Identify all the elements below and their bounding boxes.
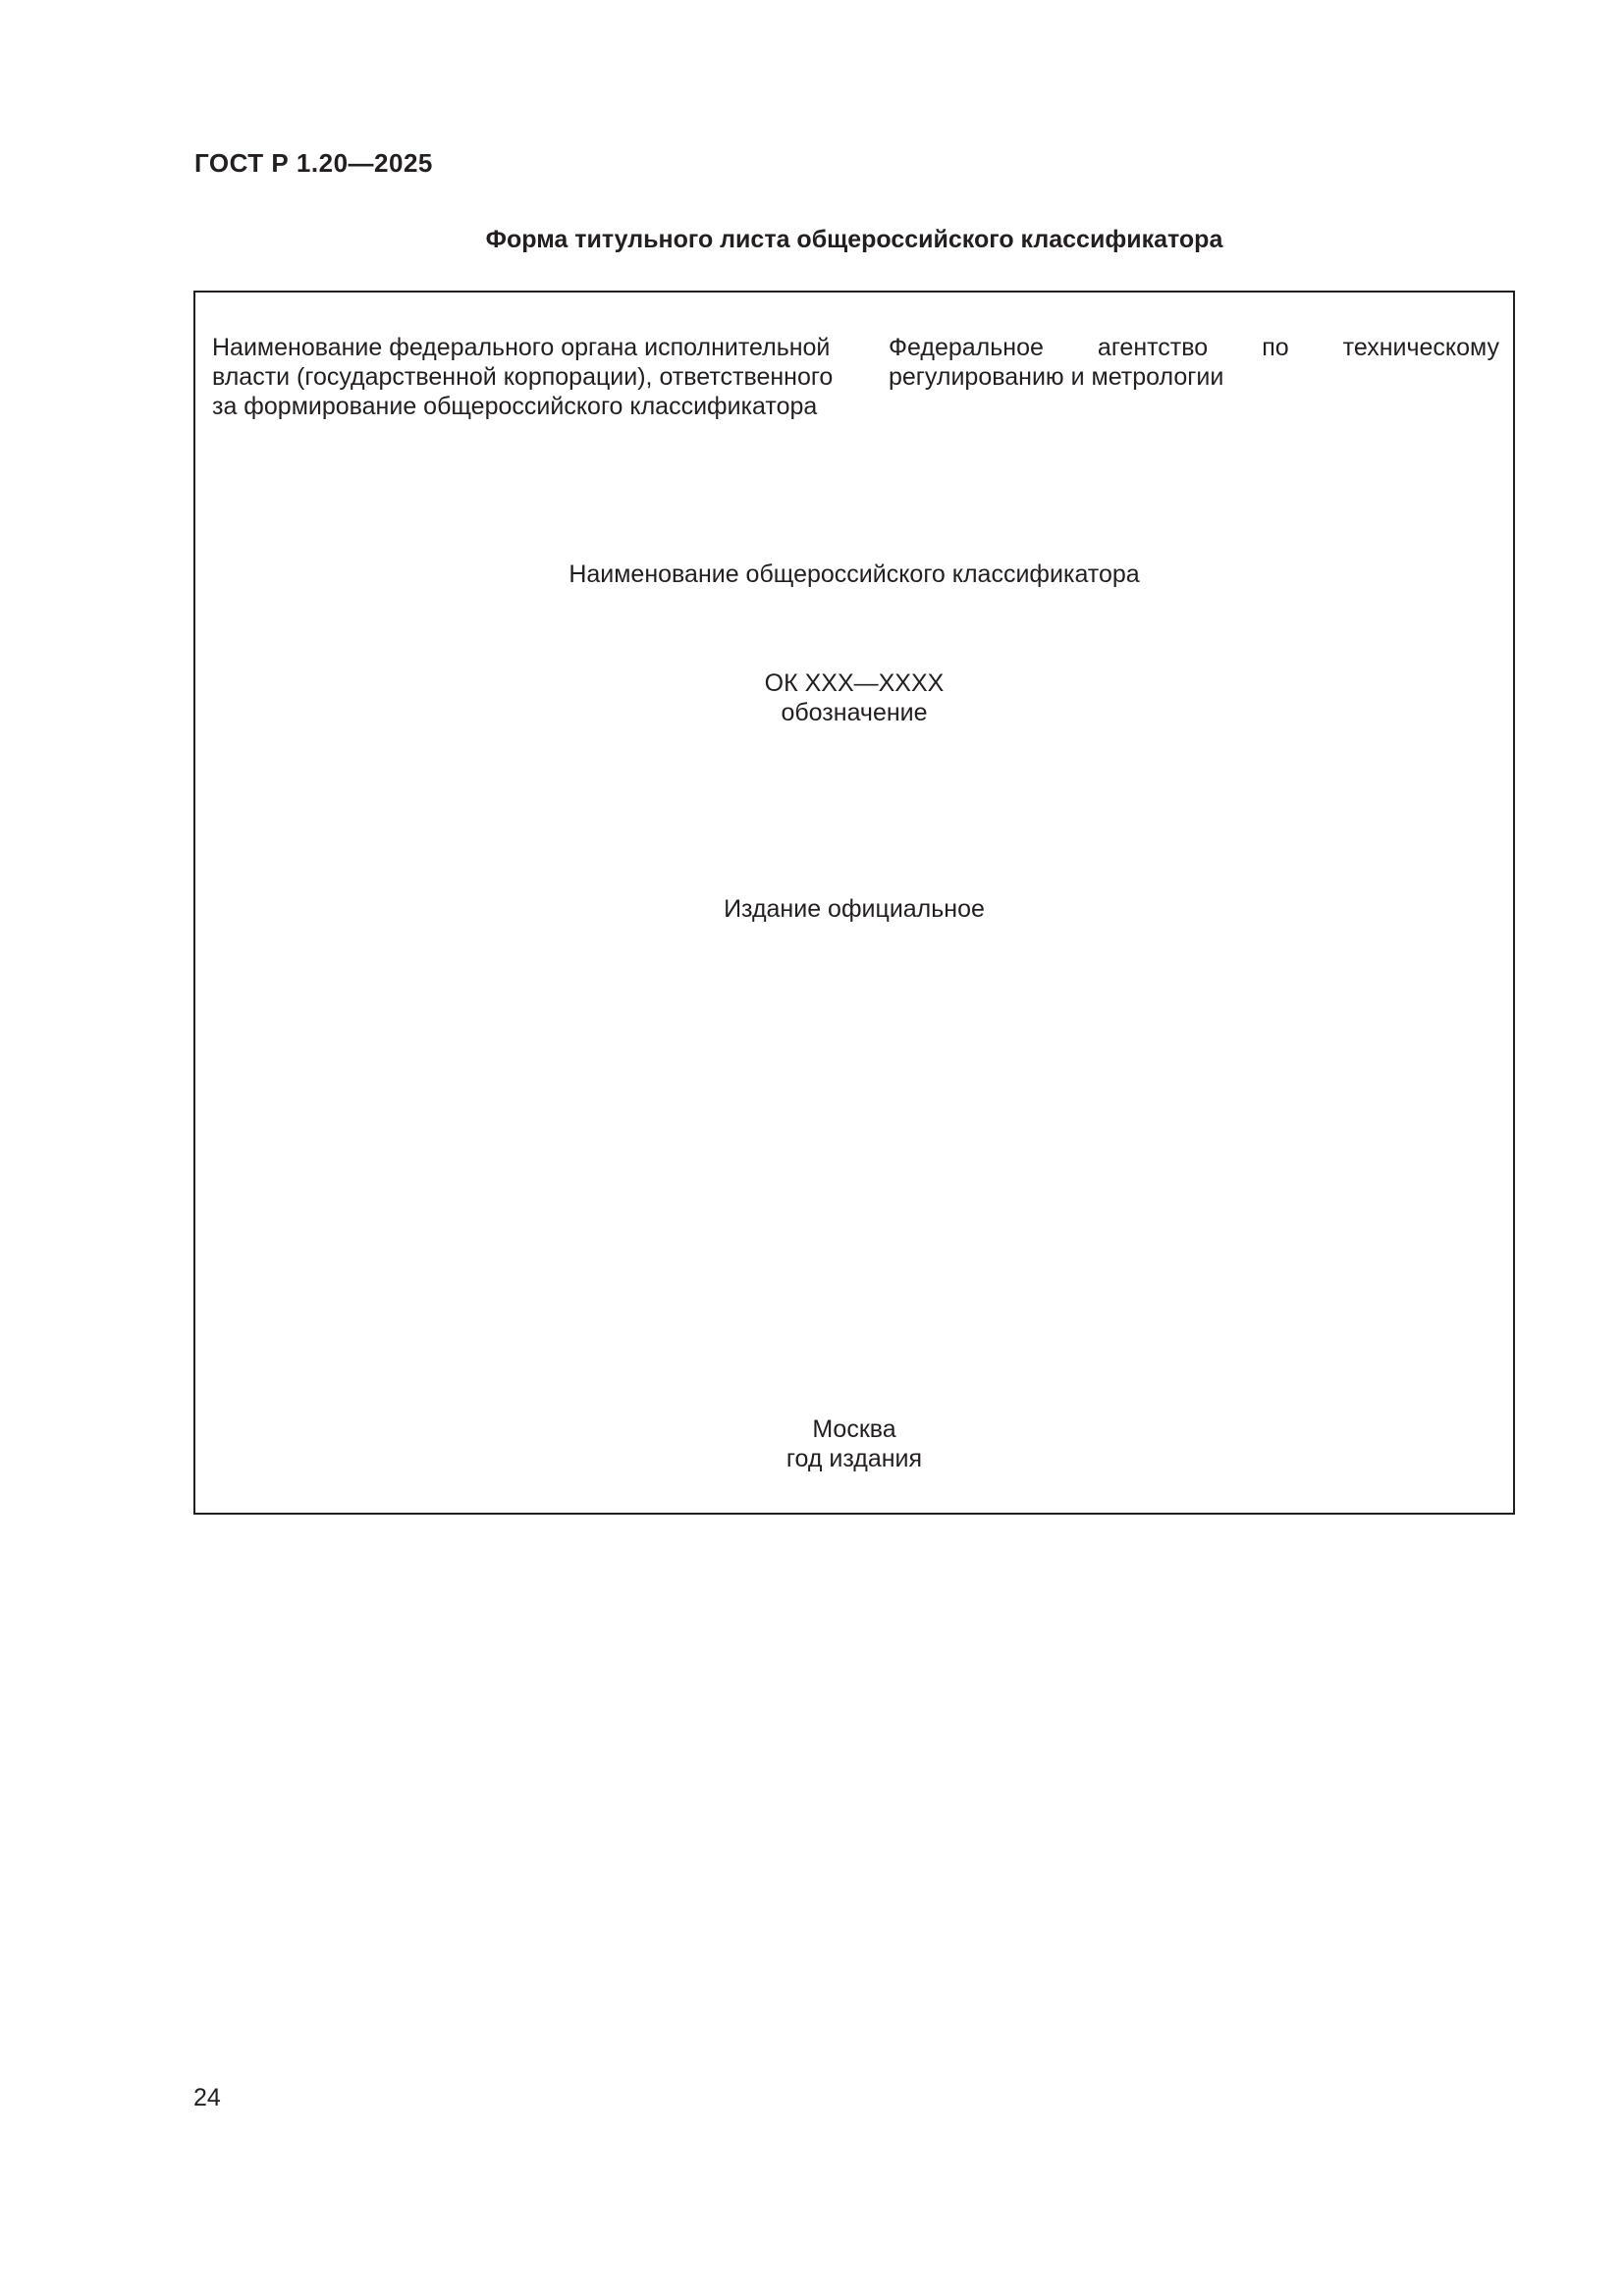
city-year-block [195,1415,1513,1473]
official-edition-label: Издание официальное [724,895,985,923]
classifier-name-placeholder: Наименование общероссийского классификатора [568,561,1140,588]
title-page-form-frame [193,291,1515,1515]
designation-label: обозначение [781,699,928,726]
federal-body-name-placeholder: Наименование федерального органа исполнительной власти (государственной корпорации), ответственного за формирование общероссийского классификатора [212,334,834,420]
form-caption: Форма титульного листа общероссийского классификатора [485,226,1223,253]
publication-year-label: год издания [785,1445,923,1472]
designation-code: ОК XXX—XXXX [764,669,945,697]
designation-block [195,668,1513,727]
agency-name: Федеральное агентство по техническому регулированию и метрологии [889,334,1499,391]
page-number: 24 [193,2084,221,2111]
city-name: Москва [812,1415,896,1443]
standard-code-header: ГОСТ Р 1.20—2025 [194,148,433,178]
